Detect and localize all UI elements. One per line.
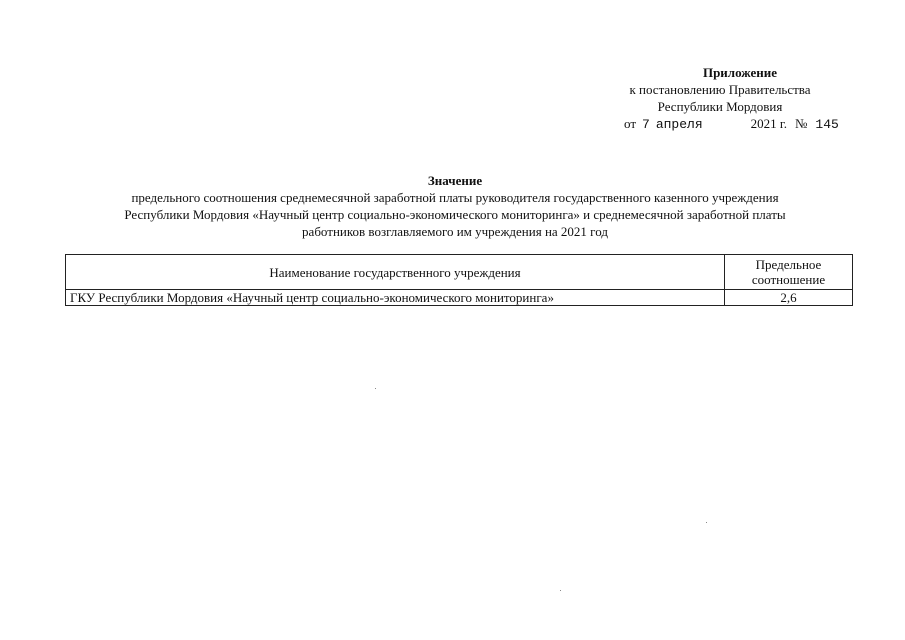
appendix-line-1: к постановлению Правительства [629, 82, 811, 97]
header-ratio-line-2: соотношение [751, 272, 826, 287]
header-ratio-line-1: Предельное [755, 257, 822, 272]
date-month: апреля [655, 117, 703, 132]
limits-table [65, 254, 853, 306]
scan-speck [560, 590, 561, 591]
appendix-date-line [624, 115, 840, 133]
heading-line-2: Республики Мордовия «Научный центр социально-экономического мониторинга» и среднемесячной заработной платы [124, 207, 786, 222]
appendix-block [600, 64, 840, 133]
number-sign: № [795, 116, 808, 131]
document-number: 145 [815, 117, 839, 132]
appendix-title: Приложение [702, 65, 778, 80]
heading-line-3: работников возглавляемого им учреждения на 2021 год [302, 224, 608, 239]
date-year: 2021 г. [750, 116, 788, 131]
heading-line-1: предельного соотношения среднемесячной заработной платы руководителя государственного казенного учреждения [131, 190, 779, 205]
date-prefix: от [624, 116, 637, 131]
cell-institution-name: ГКУ Республики Мордовия «Научный центр социально-экономического мониторинга» [66, 290, 725, 306]
scan-speck [706, 522, 707, 523]
appendix-line-2: Республики Мордовия [657, 99, 783, 114]
document-heading [60, 172, 850, 240]
date-day: 7 [642, 117, 650, 132]
header-institution-name: Наименование государственного учреждения [66, 255, 725, 290]
table-row [66, 290, 853, 306]
header-ratio [725, 255, 853, 290]
table-header-row [66, 255, 853, 290]
scan-speck [375, 388, 376, 389]
cell-ratio-value: 2,6 [725, 290, 853, 306]
heading-title: Значение [427, 173, 483, 188]
